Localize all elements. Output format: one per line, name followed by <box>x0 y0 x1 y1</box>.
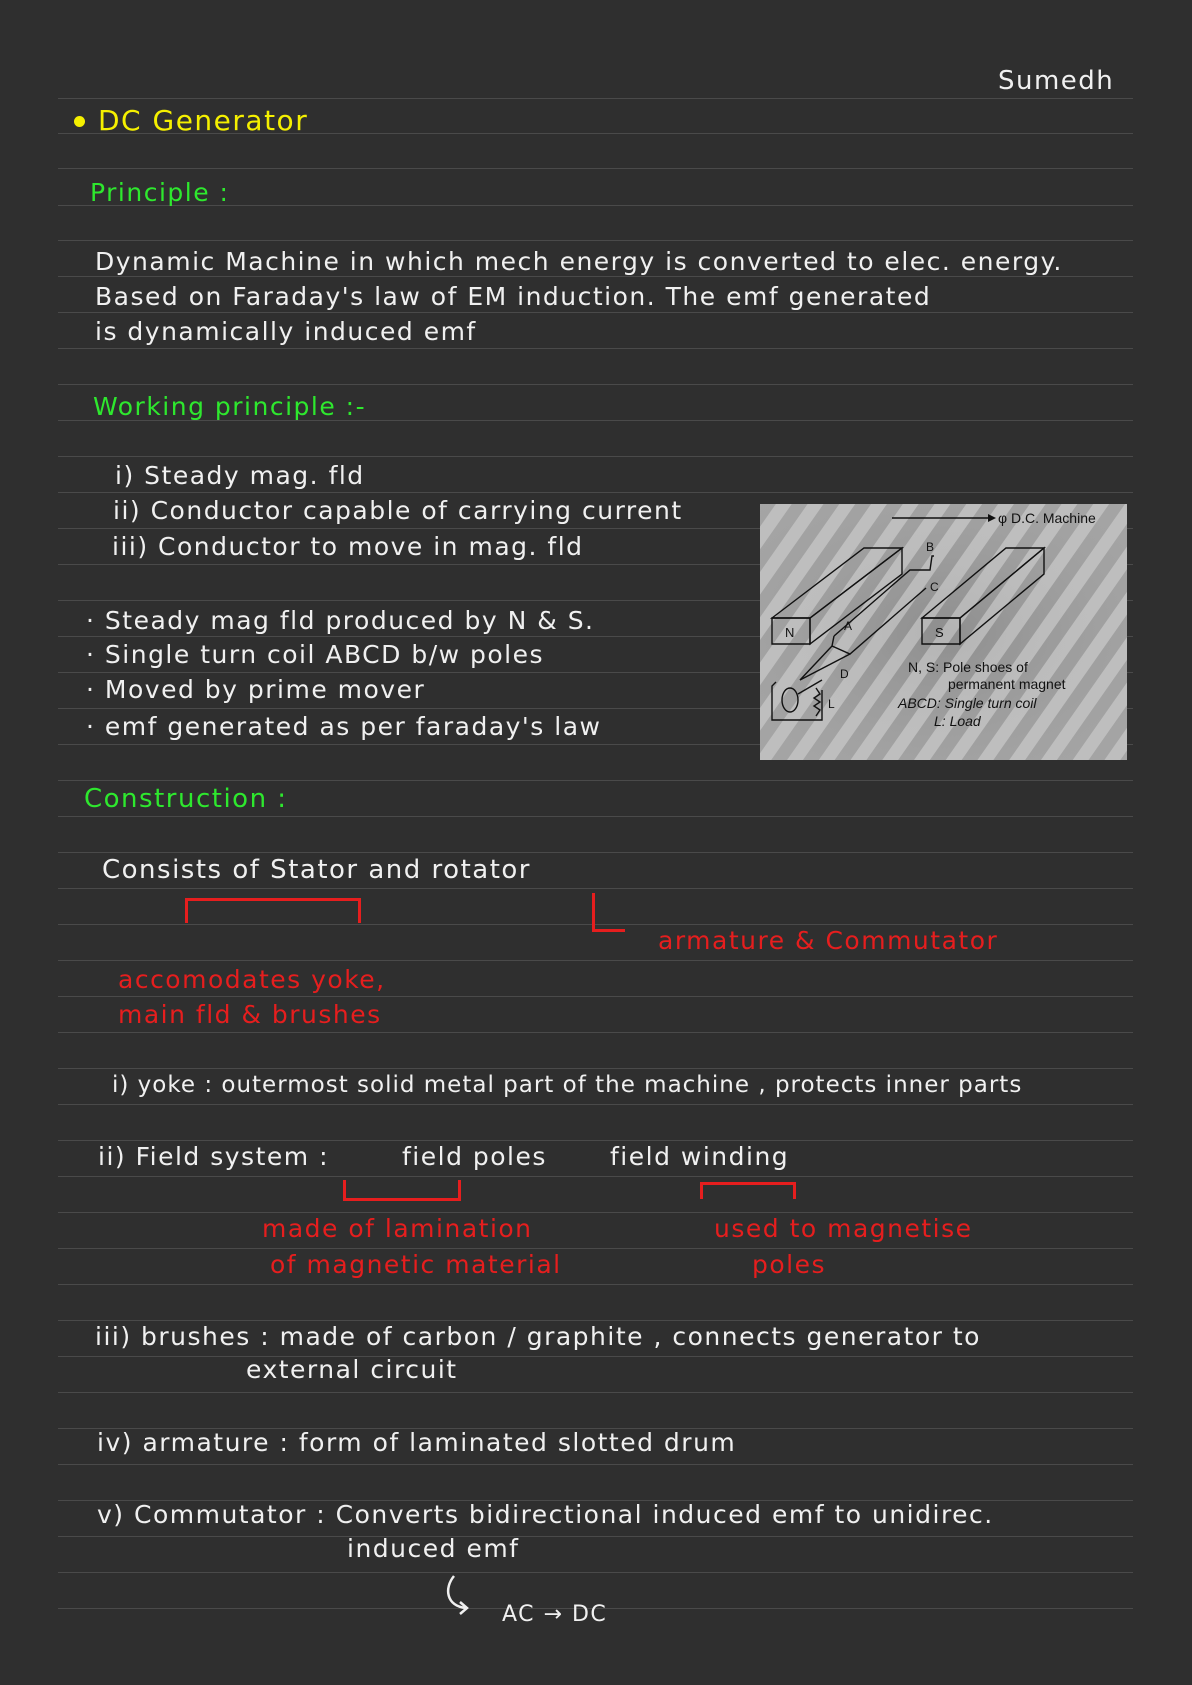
field-poles-bracket <box>343 1180 461 1201</box>
working-bullet-2: · Single turn coil ABCD b/w poles <box>86 640 545 669</box>
consists-line: Consists of Stator and rotator <box>102 855 531 885</box>
legend-line-1: N, S: Pole shoes of <box>908 659 1028 675</box>
legend-line-2: permanent magnet <box>948 676 1066 692</box>
working-bullet-4-text: emf generated as per faraday's law <box>104 712 602 741</box>
field-winding: field winding <box>610 1142 790 1171</box>
field-winding-bracket <box>700 1182 796 1199</box>
figure-title: φ D.C. Machine <box>998 510 1096 526</box>
part-brushes-2: external circuit <box>246 1355 458 1384</box>
working-bullet-1: · Steady mag fld produced by N & S. <box>86 606 595 635</box>
winding-note-2: poles <box>752 1250 827 1279</box>
poles-note-1: made of lamination <box>262 1214 533 1243</box>
label-c: C <box>930 580 939 594</box>
author-name: Sumedh <box>998 66 1115 96</box>
page-title: DC Generator <box>98 104 309 137</box>
principle-heading: Principle : <box>90 178 230 207</box>
label-a: A <box>844 619 853 633</box>
stator-note-1: accomodates yoke, <box>118 965 386 994</box>
field-poles: field poles <box>402 1142 547 1171</box>
legend-line-4: L: Load <box>934 713 981 729</box>
working-bullet-2-text: Single turn coil ABCD b/w poles <box>104 640 545 669</box>
title-bullet <box>74 116 85 127</box>
field-system-label: ii) Field system : <box>98 1142 329 1171</box>
part-armature: iv) armature : form of laminated slotted drum <box>97 1428 737 1457</box>
part-brushes-1: iii) brushes : made of carbon / graphite , connects generator to <box>95 1322 981 1351</box>
working-bullet-1-text: Steady mag fld produced by N & S. <box>104 606 595 635</box>
construction-heading: Construction : <box>84 784 288 814</box>
label-l: L <box>828 697 835 711</box>
label-b: B <box>926 540 935 554</box>
stator-note-2: main fld & brushes <box>118 1000 382 1029</box>
part-commutator-1: v) Commutator : Converts bidirectional induced emf to unidirec. <box>97 1500 994 1529</box>
dc-machine-diagram <box>760 504 1127 760</box>
winding-note-1: used to magnetise <box>714 1214 973 1243</box>
part-commutator-2: induced emf <box>347 1534 520 1563</box>
label-n: N <box>785 625 795 640</box>
working-bullet-3: · Moved by prime mover <box>86 675 426 704</box>
ac-to-dc: AC → DC <box>502 1602 608 1627</box>
requirement-2: ii) Conductor capable of carrying current <box>113 496 683 525</box>
principle-line-2: Based on Faraday's law of EM induction. The emf generated <box>95 282 932 311</box>
working-heading: Working principle :- <box>93 392 367 421</box>
dc-machine-figure <box>760 504 1127 760</box>
part-yoke: i) yoke : outermost solid metal part of the machine , protects inner parts <box>112 1072 1023 1098</box>
rotor-bracket <box>592 893 625 932</box>
principle-line-1: Dynamic Machine in which mech energy is converted to elec. energy. <box>95 247 1063 276</box>
requirement-3: iii) Conductor to move in mag. fld <box>112 532 584 561</box>
label-s: S <box>935 625 944 640</box>
working-bullet-4: · emf generated as per faraday's law <box>86 712 602 741</box>
label-d: D <box>840 667 849 681</box>
requirement-1: i) Steady mag. fld <box>115 461 365 490</box>
working-bullet-3-text: Moved by prime mover <box>104 675 426 704</box>
rotor-note: armature & Commutator <box>658 926 999 955</box>
legend-line-3: ABCD: Single turn coil <box>898 695 1037 711</box>
principle-line-3: is dynamically induced emf <box>95 317 477 346</box>
poles-note-2: of magnetic material <box>270 1250 562 1279</box>
stator-bracket <box>185 898 361 923</box>
hook-arrow-icon <box>440 1572 480 1618</box>
